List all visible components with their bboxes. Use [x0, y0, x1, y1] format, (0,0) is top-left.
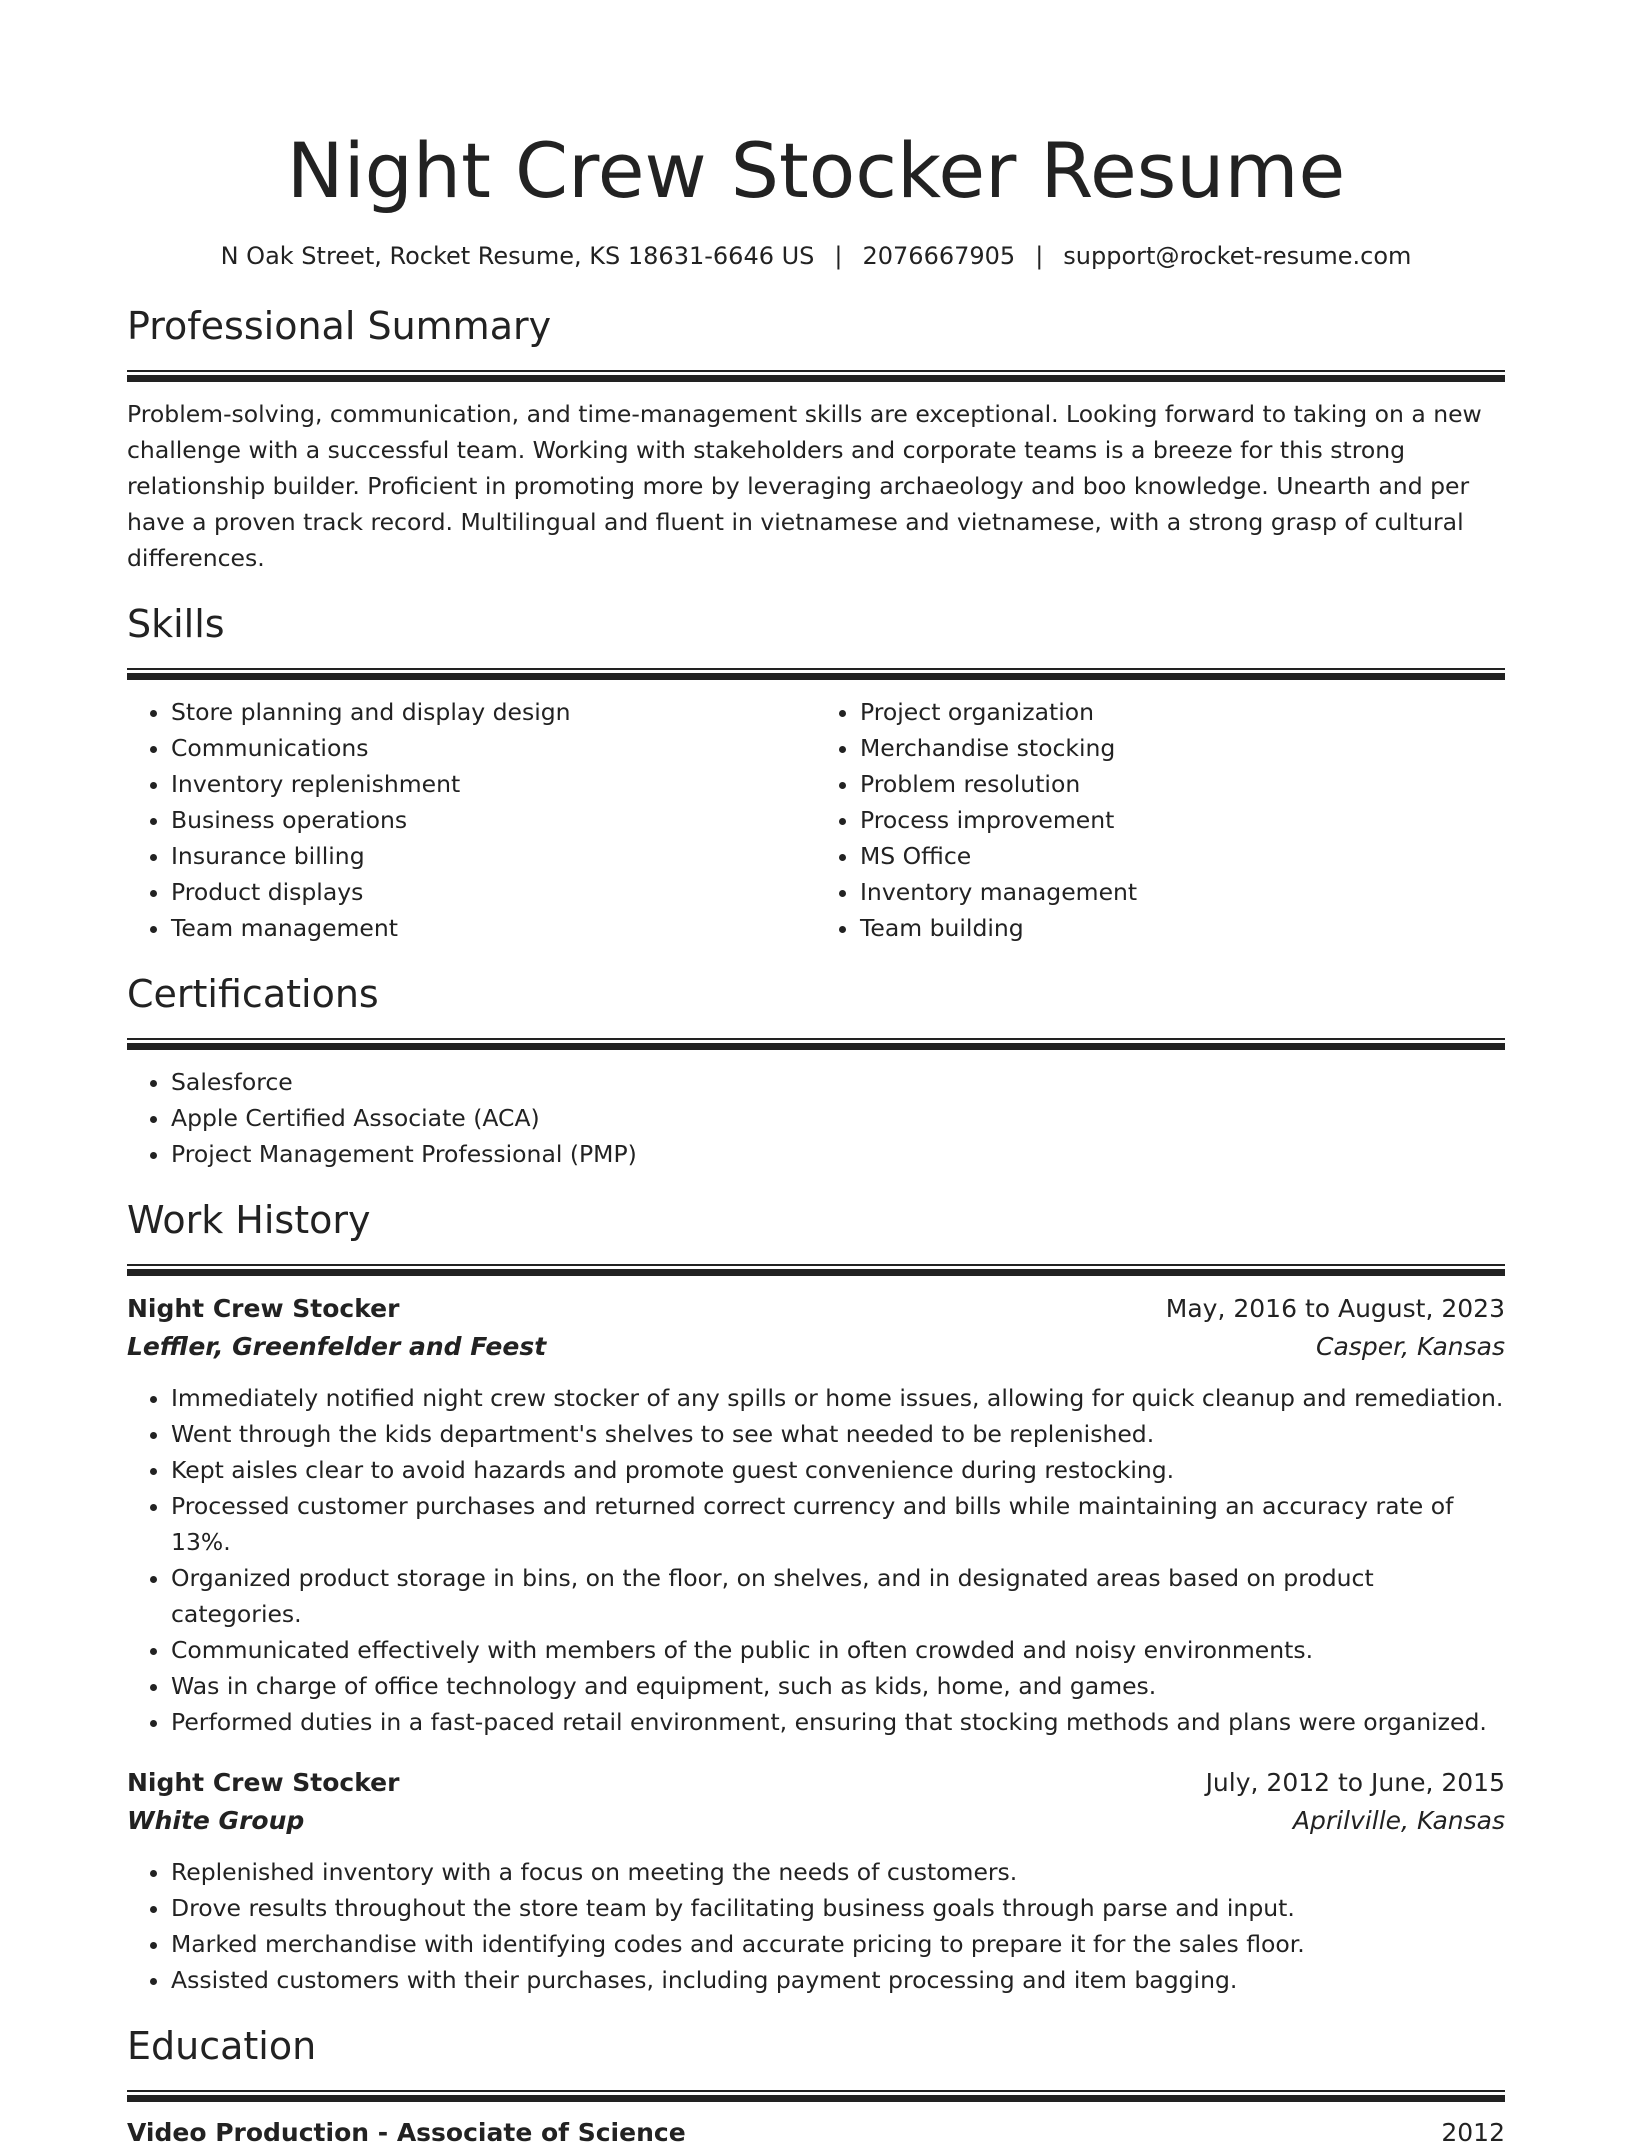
job-duty-item: • Organized product storage in bins, on the floor, on shelves, and in designated areas based on product categories.: [171, 1560, 1505, 1632]
job-duty-item: • Assisted customers with their purchases, including payment processing and item bagging.: [171, 1962, 1505, 1998]
job-duty-item: • Kept aisles clear to avoid hazards and promote guest convenience during restocking.: [171, 1452, 1505, 1488]
skills-section: [127, 600, 1505, 946]
skill-item: • Team management: [171, 910, 816, 946]
skills-list-left: [127, 694, 816, 946]
education-year: 2012: [1441, 2118, 1505, 2147]
skills-column-right: [816, 694, 1505, 946]
job-duty-item: • Drove results throughout the store team by facilitating business goals through parse and input.: [171, 1890, 1505, 1926]
job-dates: May, 2016 to August, 2023: [1165, 1294, 1505, 1323]
job-header-row: [127, 1764, 1505, 1802]
section-divider: [127, 1264, 1505, 1276]
job-entry: [127, 1764, 1505, 1998]
certifications-section: [127, 970, 1505, 1172]
contact-separator: |: [834, 242, 843, 270]
job-duty-item: • Immediately notified night crew stocker of any spills or home issues, allowing for quick cleanup and remediation.: [171, 1380, 1505, 1416]
skill-item: • MS Office: [860, 838, 1505, 874]
job-duties-list: [127, 1854, 1505, 1998]
skill-item: • Project organization: [860, 694, 1505, 730]
skills-columns: [127, 694, 1505, 946]
education-entry: [127, 2114, 1505, 2152]
skill-item: • Inventory replenishment: [171, 766, 816, 802]
job-header-row: [127, 1290, 1505, 1328]
job-duty-item: • Went through the kids department's shelves to see what needed to be replenished.: [171, 1416, 1505, 1452]
section-divider: [127, 1038, 1505, 1050]
job-title: Night Crew Stocker: [127, 1294, 400, 1323]
skill-item: • Merchandise stocking: [860, 730, 1505, 766]
section-heading-summary: Professional Summary: [127, 304, 552, 348]
job-company: White Group: [127, 1806, 305, 1835]
certification-item: • Apple Certified Associate (ACA): [171, 1100, 1505, 1136]
contact-address: N Oak Street, Rocket Resume, KS 18631-6646 US: [220, 242, 815, 270]
job-duty-item: • Processed customer purchases and returned correct currency and bills while maintaining an accuracy rate of 13%.: [171, 1488, 1505, 1560]
certification-item: • Project Management Professional (PMP): [171, 1136, 1505, 1172]
education-degree: Video Production - Associate of Science: [127, 2118, 686, 2147]
skills-column-left: [127, 694, 816, 946]
contact-phone: 2076667905: [862, 242, 1016, 270]
job-duty-item: • Performed duties in a fast-paced retail environment, ensuring that stocking methods and plans were organized.: [171, 1704, 1505, 1740]
section-heading-skills: Skills: [127, 602, 225, 646]
job-dates: July, 2012 to June, 2015: [1205, 1768, 1505, 1797]
job-duties-list: [127, 1380, 1505, 1740]
skill-item: • Communications: [171, 730, 816, 766]
summary-text: Problem-solving, communication, and time-management skills are exceptional. Looking forward to taking on a new challenge with a successful team. Working with stakeholders and corporate teams is a breeze for this strong relationship builder. Proficient in promoting more by leveraging archaeology and boo knowledge. Unearth and per have a proven track record. Multilingual and fluent in vietnamese and vietnamese, with a strong grasp of cultural differences.: [127, 400, 1482, 572]
job-entry: [127, 1290, 1505, 1740]
education-section: [127, 2022, 1505, 2152]
work-history-section: [127, 1196, 1505, 1998]
job-title: Night Crew Stocker: [127, 1768, 400, 1797]
job-location: Aprilville, Kansas: [1292, 1806, 1505, 1835]
skill-item: • Team building: [860, 910, 1505, 946]
skill-item: • Inventory management: [860, 874, 1505, 910]
job-subheader-row: [127, 1328, 1505, 1366]
section-heading-certifications: Certifications: [127, 972, 379, 1016]
skill-item: • Product displays: [171, 874, 816, 910]
summary-section: [127, 302, 1505, 576]
job-duty-item: • Communicated effectively with members of the public in often crowded and noisy environments.: [171, 1632, 1505, 1668]
section-heading-education: Education: [127, 2024, 317, 2068]
skill-item: • Store planning and display design: [171, 694, 816, 730]
resume-title: Night Crew Stocker Resume: [286, 126, 1346, 215]
job-location: Casper, Kansas: [1316, 1332, 1505, 1361]
contact-line: [127, 240, 1505, 272]
section-heading-work-history: Work History: [127, 1198, 371, 1242]
contact-email: support@rocket-resume.com: [1063, 242, 1412, 270]
job-duty-item: • Replenished inventory with a focus on meeting the needs of customers.: [171, 1854, 1505, 1890]
job-duty-item: • Marked merchandise with identifying codes and accurate pricing to prepare it for the sales floor.: [171, 1926, 1505, 1962]
section-divider: [127, 370, 1505, 382]
job-duty-item: • Was in charge of office technology and equipment, such as kids, home, and games.: [171, 1668, 1505, 1704]
certifications-list: [127, 1064, 1505, 1172]
job-company: Leffler, Greenfelder and Feest: [127, 1332, 547, 1361]
skill-item: • Business operations: [171, 802, 816, 838]
section-divider: [127, 2090, 1505, 2102]
job-subheader-row: [127, 1802, 1505, 1840]
certification-item: • Salesforce: [171, 1064, 1505, 1100]
skill-item: • Problem resolution: [860, 766, 1505, 802]
skills-list-right: [816, 694, 1505, 946]
skill-item: • Process improvement: [860, 802, 1505, 838]
skill-item: • Insurance billing: [171, 838, 816, 874]
contact-separator: |: [1035, 242, 1044, 270]
section-divider: [127, 668, 1505, 680]
